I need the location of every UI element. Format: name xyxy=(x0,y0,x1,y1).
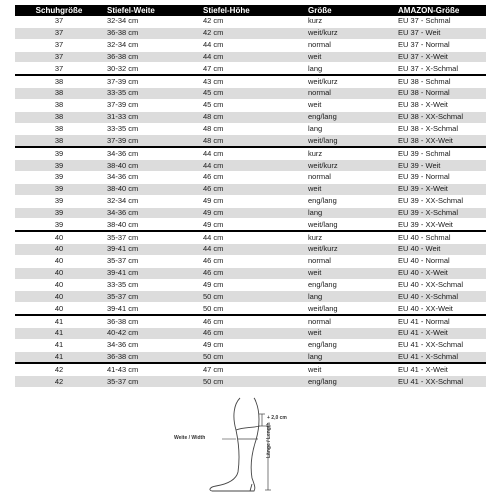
amazon-size-cell: EU 39 - XX-Schmal xyxy=(394,195,486,207)
shoe-size-cell: 37 xyxy=(15,51,103,63)
boot-height-cell: 48 cm xyxy=(199,135,304,147)
table-row xyxy=(15,207,486,219)
table-row xyxy=(15,147,486,159)
boot-width-cell: 31-33 cm xyxy=(103,111,199,123)
amazon-size-cell: EU 41 - Normal xyxy=(394,315,486,327)
boot-height-cell: 44 cm xyxy=(199,244,304,256)
boot-width-cell: 38-40 cm xyxy=(103,219,199,231)
header-row xyxy=(15,5,486,16)
boot-width-cell: 35-37 cm xyxy=(103,291,199,303)
boot-height-cell: 48 cm xyxy=(199,123,304,135)
table-row xyxy=(15,351,486,363)
shoe-size-cell: 41 xyxy=(15,351,103,363)
size-cell: eng/lang xyxy=(304,111,394,123)
amazon-size-cell: EU 38 - XX-Weit xyxy=(394,135,486,147)
size-cell: eng/lang xyxy=(304,339,394,351)
size-cell: weit/lang xyxy=(304,135,394,147)
shoe-size-cell: 39 xyxy=(15,219,103,231)
amazon-size-cell: EU 38 - XX-Schmal xyxy=(394,111,486,123)
table-row xyxy=(15,315,486,327)
size-cell: weit/kurz xyxy=(304,27,394,39)
table-row xyxy=(15,255,486,267)
amazon-size-cell: EU 41 - X-Weit xyxy=(394,327,486,339)
boot-height-cell: 50 cm xyxy=(199,303,304,315)
shoe-size-cell: 41 xyxy=(15,315,103,327)
boot-width-cell: 39-41 cm xyxy=(103,267,199,279)
boot-width-cell: 35-37 cm xyxy=(103,231,199,243)
size-cell: lang xyxy=(304,351,394,363)
boot-height-cell: 42 cm xyxy=(199,16,304,27)
size-cell: lang xyxy=(304,207,394,219)
boot-height-cell: 49 cm xyxy=(199,195,304,207)
boot-height-cell: 50 cm xyxy=(199,291,304,303)
boot-width-cell: 35-37 cm xyxy=(103,255,199,267)
shoe-size-cell: 42 xyxy=(15,363,103,375)
boot-height-cell: 49 cm xyxy=(199,339,304,351)
shoe-size-cell: 38 xyxy=(15,88,103,100)
shoe-size-cell: 40 xyxy=(15,255,103,267)
shoe-size-cell: 39 xyxy=(15,195,103,207)
amazon-size-cell: EU 41 - XX-Schmal xyxy=(394,339,486,351)
boot-width-cell: 32-34 cm xyxy=(103,39,199,51)
size-cell: normal xyxy=(304,315,394,327)
size-cell: weit xyxy=(304,51,394,63)
boot-height-cell: 42 cm xyxy=(199,27,304,39)
size-cell: eng/lang xyxy=(304,195,394,207)
shoe-size-cell: 38 xyxy=(15,75,103,87)
table-row xyxy=(15,376,486,388)
amazon-size-cell: EU 37 - Normal xyxy=(394,39,486,51)
amazon-size-cell: EU 39 - XX-Weit xyxy=(394,219,486,231)
boot-height-cell: 46 cm xyxy=(199,171,304,183)
boot-width-cell: 38-40 cm xyxy=(103,183,199,195)
amazon-size-cell: EU 39 - Normal xyxy=(394,171,486,183)
boot-width-cell: 30-32 cm xyxy=(103,63,199,75)
boot-width-cell: 35-37 cm xyxy=(103,376,199,388)
boot-height-cell: 47 cm xyxy=(199,363,304,375)
amazon-size-cell: EU 40 - Normal xyxy=(394,255,486,267)
table-row xyxy=(15,303,486,315)
boot-width-cell: 40-42 cm xyxy=(103,327,199,339)
amazon-size-cell: EU 38 - Normal xyxy=(394,88,486,100)
amazon-size-cell: EU 37 - Weit xyxy=(394,27,486,39)
table-row xyxy=(15,219,486,231)
size-cell: normal xyxy=(304,39,394,51)
boot-height-cell: 49 cm xyxy=(199,219,304,231)
boot-width-cell: 38-40 cm xyxy=(103,160,199,172)
header-shoe-size: Schuhgröße xyxy=(15,5,103,16)
shoe-size-cell: 37 xyxy=(15,39,103,51)
boot-width-cell: 39-41 cm xyxy=(103,303,199,315)
shoe-size-cell: 39 xyxy=(15,171,103,183)
boot-width-cell: 32-34 cm xyxy=(103,195,199,207)
size-cell: normal xyxy=(304,88,394,100)
shoe-size-cell: 40 xyxy=(15,279,103,291)
boot-height-cell: 44 cm xyxy=(199,147,304,159)
table-row xyxy=(15,160,486,172)
amazon-size-cell: EU 41 - X-Weit xyxy=(394,363,486,375)
boot-width-cell: 36-38 cm xyxy=(103,351,199,363)
shoe-size-cell: 40 xyxy=(15,303,103,315)
size-cell: normal xyxy=(304,255,394,267)
amazon-size-cell: EU 40 - X-Schmal xyxy=(394,291,486,303)
size-cell: kurz xyxy=(304,231,394,243)
size-cell: lang xyxy=(304,123,394,135)
table-row xyxy=(15,183,486,195)
boot-measurement-diagram xyxy=(170,396,310,494)
table-row xyxy=(15,39,486,51)
size-cell: weit/lang xyxy=(304,219,394,231)
shoe-size-cell: 39 xyxy=(15,160,103,172)
table-row xyxy=(15,135,486,147)
size-cell: lang xyxy=(304,291,394,303)
boot-height-cell: 49 cm xyxy=(199,207,304,219)
header-size: Größe xyxy=(304,5,394,16)
size-cell: eng/lang xyxy=(304,279,394,291)
shoe-size-cell: 37 xyxy=(15,27,103,39)
table-row xyxy=(15,63,486,75)
table-row xyxy=(15,327,486,339)
table-row xyxy=(15,244,486,256)
table-row xyxy=(15,291,486,303)
boot-height-cell: 50 cm xyxy=(199,376,304,388)
boot-height-cell: 44 cm xyxy=(199,51,304,63)
header-amazon-size: AMAZON-Größe xyxy=(394,5,486,16)
size-table-body xyxy=(15,16,486,388)
boot-height-cell: 45 cm xyxy=(199,99,304,111)
extra-height-label: + 2,0 cm xyxy=(267,415,287,421)
boot-width-cell: 33-35 cm xyxy=(103,88,199,100)
table-row xyxy=(15,51,486,63)
amazon-size-cell: EU 38 - X-Weit xyxy=(394,99,486,111)
shoe-size-cell: 39 xyxy=(15,207,103,219)
boot-width-cell: 32-34 cm xyxy=(103,16,199,27)
table-row xyxy=(15,231,486,243)
shoe-size-cell: 42 xyxy=(15,376,103,388)
amazon-size-cell: EU 40 - Schmal xyxy=(394,231,486,243)
table-row xyxy=(15,27,486,39)
size-cell: weit xyxy=(304,267,394,279)
size-cell: weit xyxy=(304,363,394,375)
shoe-size-cell: 39 xyxy=(15,147,103,159)
boot-height-cell: 46 cm xyxy=(199,315,304,327)
boot-height-cell: 46 cm xyxy=(199,183,304,195)
size-cell: weit/kurz xyxy=(304,75,394,87)
size-cell: weit xyxy=(304,99,394,111)
amazon-size-cell: EU 40 - XX-Schmal xyxy=(394,279,486,291)
table-row xyxy=(15,123,486,135)
boot-outline-icon xyxy=(170,396,310,494)
boot-width-cell: 36-38 cm xyxy=(103,51,199,63)
boot-height-cell: 47 cm xyxy=(199,63,304,75)
amazon-size-cell: EU 37 - X-Weit xyxy=(394,51,486,63)
table-row xyxy=(15,195,486,207)
table-row xyxy=(15,99,486,111)
boot-height-cell: 44 cm xyxy=(199,231,304,243)
size-cell: kurz xyxy=(304,147,394,159)
size-cell: weit xyxy=(304,183,394,195)
amazon-size-cell: EU 40 - Weit xyxy=(394,244,486,256)
boot-width-cell: 36-38 cm xyxy=(103,27,199,39)
boot-width-cell: 37-39 cm xyxy=(103,75,199,87)
amazon-size-cell: EU 38 - Schmal xyxy=(394,75,486,87)
shoe-size-cell: 38 xyxy=(15,123,103,135)
table-row xyxy=(15,75,486,87)
amazon-size-cell: EU 41 - X-Schmal xyxy=(394,351,486,363)
amazon-size-cell: EU 41 - XX-Schmal xyxy=(394,376,486,388)
shoe-size-cell: 40 xyxy=(15,244,103,256)
shoe-size-cell: 41 xyxy=(15,327,103,339)
boot-height-cell: 46 cm xyxy=(199,255,304,267)
size-cell: normal xyxy=(304,171,394,183)
boot-height-cell: 44 cm xyxy=(199,160,304,172)
boot-width-cell: 37-39 cm xyxy=(103,99,199,111)
size-cell: weit/lang xyxy=(304,303,394,315)
boot-width-cell: 34-36 cm xyxy=(103,339,199,351)
amazon-size-cell: EU 40 - X-Weit xyxy=(394,267,486,279)
boot-height-cell: 46 cm xyxy=(199,327,304,339)
boot-width-cell: 34-36 cm xyxy=(103,207,199,219)
length-label: Länge / Length xyxy=(266,422,272,458)
shoe-size-cell: 37 xyxy=(15,63,103,75)
boot-height-cell: 43 cm xyxy=(199,75,304,87)
size-cell: kurz xyxy=(304,16,394,27)
boot-width-cell: 41-43 cm xyxy=(103,363,199,375)
boot-height-cell: 46 cm xyxy=(199,267,304,279)
table-row xyxy=(15,111,486,123)
table-row xyxy=(15,267,486,279)
amazon-size-cell: EU 39 - X-Weit xyxy=(394,183,486,195)
shoe-size-cell: 40 xyxy=(15,231,103,243)
table-row xyxy=(15,88,486,100)
shoe-size-cell: 38 xyxy=(15,99,103,111)
amazon-size-cell: EU 37 - Schmal xyxy=(394,16,486,27)
header-boot-height: Stiefel-Höhe xyxy=(199,5,304,16)
boot-height-cell: 44 cm xyxy=(199,39,304,51)
shoe-size-cell: 40 xyxy=(15,267,103,279)
table-row xyxy=(15,16,486,27)
shoe-size-cell: 40 xyxy=(15,291,103,303)
shoe-size-cell: 39 xyxy=(15,183,103,195)
size-cell: weit xyxy=(304,327,394,339)
shoe-size-cell: 38 xyxy=(15,111,103,123)
boot-height-cell: 45 cm xyxy=(199,88,304,100)
table-row xyxy=(15,171,486,183)
boot-height-cell: 49 cm xyxy=(199,279,304,291)
boot-width-cell: 34-36 cm xyxy=(103,171,199,183)
amazon-size-cell: EU 37 - X-Schmal xyxy=(394,63,486,75)
boot-width-cell: 34-36 cm xyxy=(103,147,199,159)
size-cell: lang xyxy=(304,63,394,75)
amazon-size-cell: EU 39 - X-Schmal xyxy=(394,207,486,219)
size-cell: weit/kurz xyxy=(304,244,394,256)
table-row xyxy=(15,339,486,351)
table-row xyxy=(15,363,486,375)
amazon-size-cell: EU 40 - XX-Weit xyxy=(394,303,486,315)
shoe-size-cell: 38 xyxy=(15,135,103,147)
boot-width-cell: 33-35 cm xyxy=(103,123,199,135)
boot-width-cell: 36-38 cm xyxy=(103,315,199,327)
amazon-size-cell: EU 39 - Weit xyxy=(394,160,486,172)
table-row xyxy=(15,279,486,291)
boot-width-cell: 39-41 cm xyxy=(103,244,199,256)
boot-height-cell: 50 cm xyxy=(199,351,304,363)
amazon-size-cell: EU 38 - X-Schmal xyxy=(394,123,486,135)
shoe-size-cell: 41 xyxy=(15,339,103,351)
boot-width-cell: 37-39 cm xyxy=(103,135,199,147)
size-table xyxy=(15,5,486,388)
size-cell: weit/kurz xyxy=(304,160,394,172)
size-cell: eng/lang xyxy=(304,376,394,388)
width-label: Weite / Width xyxy=(174,435,206,441)
boot-height-cell: 48 cm xyxy=(199,111,304,123)
shoe-size-cell: 37 xyxy=(15,16,103,27)
boot-width-cell: 33-35 cm xyxy=(103,279,199,291)
amazon-size-cell: EU 39 - Schmal xyxy=(394,147,486,159)
header-boot-width: Stiefel-Weite xyxy=(103,5,199,16)
